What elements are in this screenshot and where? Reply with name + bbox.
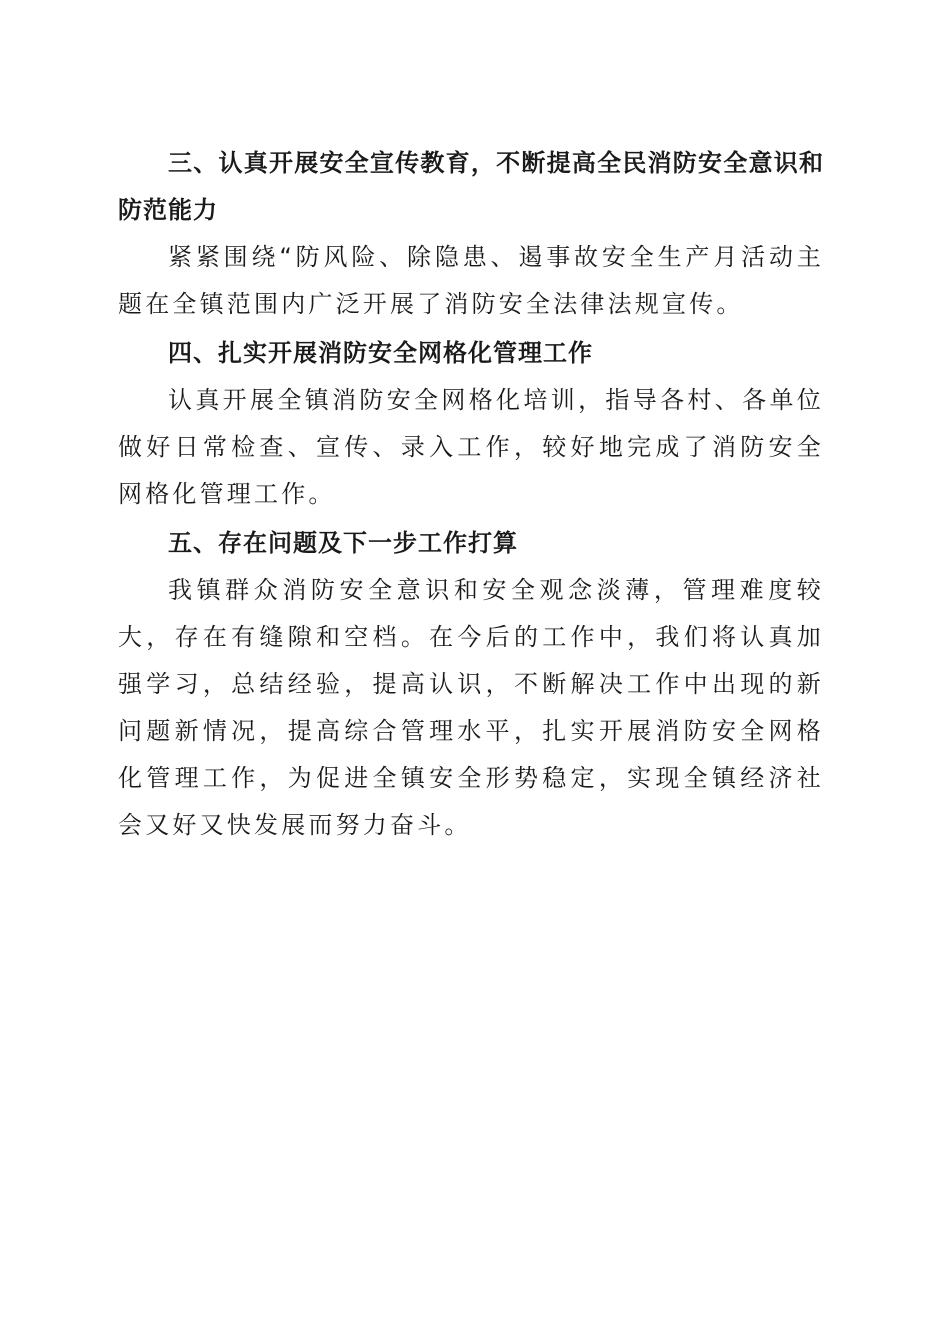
document-body [118, 140, 824, 849]
section-heading-4: 四、扎实开展消防安全网格化管理工作 [168, 339, 593, 367]
section-paragraph-3: 紧紧围绕“防风险、除隐患、遏事故安全生产月活动主题在全镇范围内广泛开展了消防安全法律法规宣传。 [118, 243, 824, 318]
section-paragraph-4: 认真开展全镇消防安全网格化培训，指导各村、各单位做好日常检查、宣传、录入工作，较好地完成了消防安全网格化管理工作。 [118, 386, 824, 508]
section-paragraph-5: 我镇群众消防安全意识和安全观念淡薄，管理难度较大，存在有缝隙和空档。在今后的工作中，我们将认真加强学习，总结经验，提高认识，不断解决工作中出现的新问题新情况，提高综合管理水平，扎实开展消防安全网格化管理工作，为促进全镇安全形势稳定，实现全镇经济社会又好又快发展而努力奋斗。 [118, 576, 824, 839]
section-heading-5: 五、存在问题及下一步工作打算 [168, 529, 518, 557]
section-heading-3: 三、认真开展安全宣传教育，不断提高全民消防安全意识和防范能力 [118, 149, 824, 224]
